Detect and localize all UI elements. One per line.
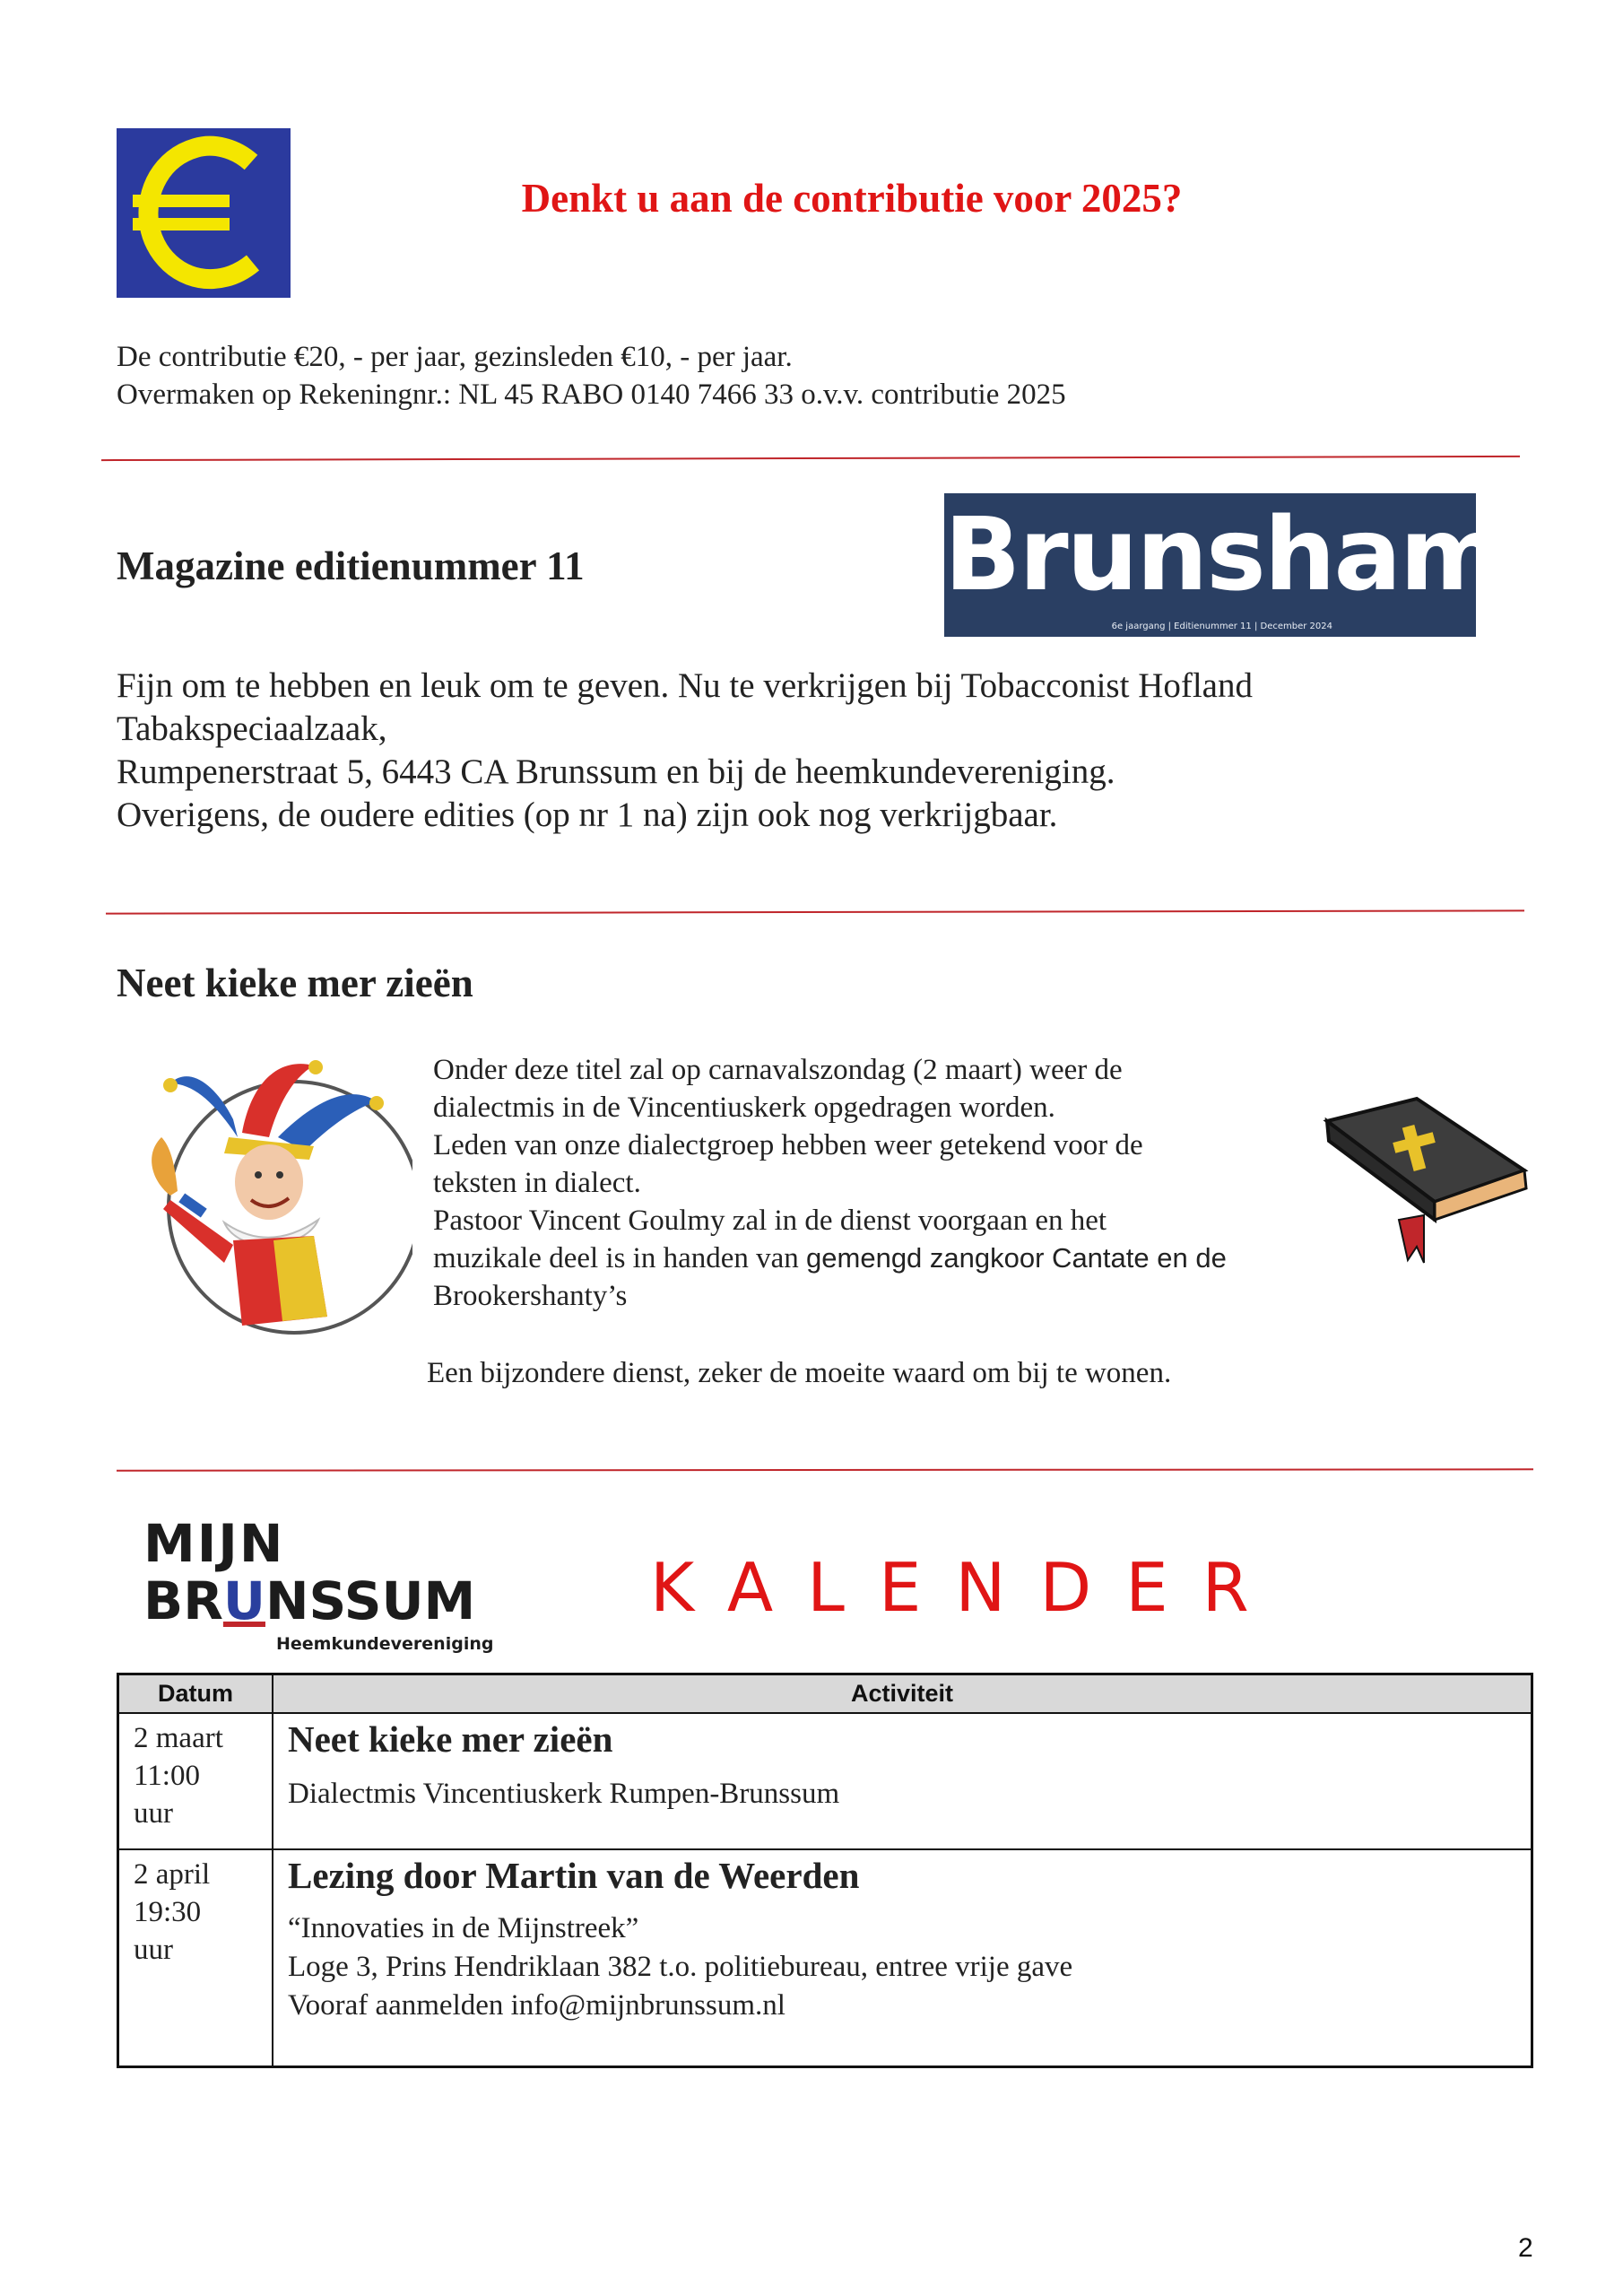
- neet-closing-text: Een bijzondere dienst, zeker de moeite waard om bij te wonen.: [427, 1357, 1172, 1389]
- row-date-time: 11:00: [134, 1760, 200, 1792]
- mijn-logo-subtitle: Heemkundevereniging: [276, 1634, 494, 1654]
- row-date-day: 2 april: [134, 1858, 211, 1891]
- page-number: 2: [1518, 2233, 1533, 2263]
- row-date-day: 2 maart: [134, 1722, 223, 1754]
- neet-text-line: Brookershanty’s: [433, 1280, 628, 1312]
- euro-logo: [117, 128, 291, 298]
- mijn-logo-u-shield: U: [222, 1570, 265, 1631]
- row-activity-cell: [273, 1850, 1531, 2066]
- kalender-title: KALENDER: [650, 1548, 1283, 1627]
- row-activity-cell: [273, 1714, 1531, 1848]
- event-title: Lezing door Martin van de Weerden: [288, 1855, 860, 1896]
- neet-text-sans-part: gemengd zangkoor Cantate en de: [806, 1242, 1227, 1274]
- magazine-heading: Magazine editienummer 11: [117, 544, 585, 588]
- section-divider: [117, 1468, 1533, 1471]
- row-date-unit: uur: [134, 1934, 173, 1966]
- magazine-text-line: Rumpenerstraat 5, 6443 CA Brunssum en bij de heemkundevereniging.: [117, 752, 1115, 791]
- header-activiteit: Activiteit: [850, 1680, 954, 1707]
- mijn-logo-br: BR: [143, 1570, 223, 1631]
- neet-text-serif-part: muzikale deel is in handen van: [433, 1242, 807, 1274]
- neet-kieke-heading: Neet kieke mer zieën: [117, 961, 473, 1005]
- row-date-cell: [119, 1850, 273, 2066]
- magazine-text-line: Overigens, de oudere edities (op nr 1 na) zijn ook nog verkrijgbaar.: [117, 796, 1058, 834]
- neet-text-line: Pastoor Vincent Goulmy zal in de dienst voorgaan en het: [433, 1205, 1107, 1237]
- brunsham-logo-subtitle: 6e jaargang | Editienummer 11 | December 2024: [1111, 622, 1332, 631]
- neet-text-line: Leden van onze dialectgroep hebben weer getekend voor de: [433, 1129, 1143, 1161]
- event-detail: “Innovaties in de Mijnstreek”: [288, 1912, 639, 1944]
- table-row: [119, 1850, 1531, 2066]
- row-date-cell: [119, 1714, 273, 1848]
- contribution-title: Denkt u aan de contributie voor 2025?: [521, 176, 1183, 221]
- event-detail: Loge 3, Prins Hendriklaan 382 t.o. politiebureau, entree vrije gave: [288, 1951, 1073, 1983]
- section-divider: [106, 909, 1524, 914]
- mijn-logo-line2: [143, 1570, 476, 1631]
- header-datum: Datum: [119, 1675, 273, 1712]
- jester-illustration: [135, 1048, 412, 1344]
- magazine-text-line: Tabakspeciaalzaak,: [117, 709, 387, 748]
- neet-text-line: dialectmis in de Vincentiuskerk opgedragen worden.: [433, 1091, 1055, 1124]
- event-detail: Vooraf aanmelden info@mijnbrunssum.nl: [288, 1989, 785, 2022]
- event-detail: Dialectmis Vincentiuskerk Rumpen-Brunssum: [288, 1778, 840, 1810]
- calendar-table: [117, 1673, 1533, 2068]
- brunsham-logo-word: Brunsham: [944, 497, 1503, 613]
- neet-text-line: [433, 1242, 1227, 1275]
- mijn-logo-nssum: NSSUM: [265, 1570, 476, 1631]
- bible-icon: [1318, 1085, 1533, 1265]
- contribution-account-text: Overmaken op Rekeningnr.: NL 45 RABO 0140 7466 33 o.v.v. contributie 2025: [117, 378, 1066, 411]
- table-header-row: [119, 1675, 1531, 1714]
- contribution-fee-text: De contributie €20, - per jaar, gezinsleden €10, - per jaar.: [117, 341, 793, 373]
- row-date-unit: uur: [134, 1797, 173, 1830]
- neet-text-line: Onder deze titel zal op carnavalszondag (2 maart) weer de: [433, 1054, 1123, 1086]
- section-divider: [101, 456, 1520, 461]
- table-row: [119, 1714, 1531, 1850]
- neet-text-line: teksten in dialect.: [433, 1167, 641, 1199]
- euro-icon: [117, 128, 291, 298]
- mijn-brunssum-logo: [143, 1513, 494, 1661]
- mijn-logo-line1: MIJN: [143, 1513, 285, 1574]
- jester-icon: [135, 1048, 412, 1344]
- row-date-time: 19:30: [134, 1896, 202, 1928]
- event-title: Neet kieke mer zieën: [288, 1718, 613, 1760]
- magazine-text-line: Fijn om te hebben en leuk om te geven. Nu te verkrijgen bij Tobacconist Hofland: [117, 666, 1253, 705]
- brunsham-logo: [944, 493, 1503, 637]
